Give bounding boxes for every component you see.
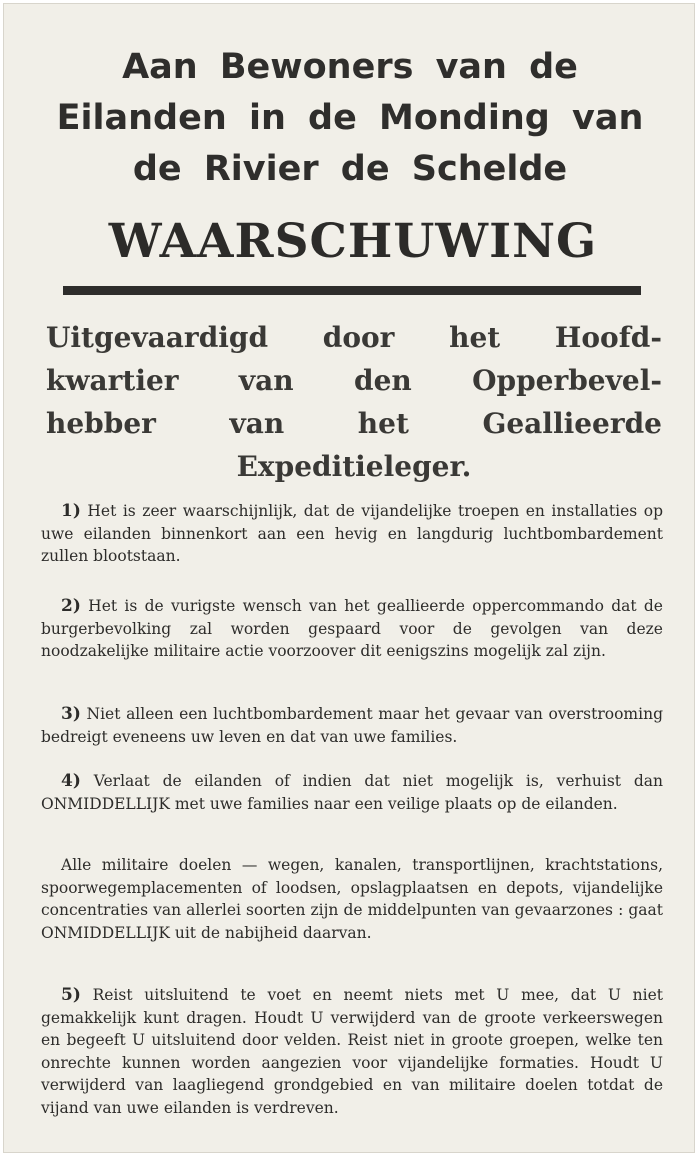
issuer-word: van [238,364,294,397]
paragraph-number: 4) [61,771,81,791]
paragraph-number: 3) [61,704,81,724]
issuer-line-2 [46,359,662,402]
issuer-word: kwartier [46,364,179,397]
issuer-word: Expeditieleger. [236,450,472,483]
paragraph-military-targets [41,854,663,944]
paragraph-text: Verlaat de eilanden of indien dat niet mogelijk is, verhuist dan ONMIDDELLIJK met uwe families naar een veilige plaats op de eilanden. [41,772,663,813]
paragraph-text: Alle militaire doelen — wegen, kanalen, transportlijnen, krachtstations, spoorwegemplacementen of loodsen, opslagplaatsen en depots, vijandelijke concentraties van allerlei soorten zijn de middelpunten van gevaarzones : gaat ONMIDDELLIJK uit de nabijheid daarvan. [41,856,663,942]
issuer-word: Uitgevaardigd [46,321,269,354]
issuer-line-3 [46,402,662,445]
issuer-word: den [354,364,412,397]
paragraph-text: Het is de vurigste wensch van het geallieerde oppercommando dat de burgerbevolking zal worden gespaard voor de gevolgen van deze noodzakelijke militaire actie voorzoover dit eenigszins mogelijk zal zijn. [41,597,663,660]
heading-line-2: Eilanden in de Monding van [56,98,644,138]
paragraph-number: 5) [61,985,81,1005]
issuer-line-4 [46,445,662,488]
paragraph-1 [41,500,663,568]
paragraph-5 [41,984,663,1119]
paragraph-text: Het is zeer waarschijnlijk, dat de vijandelijke troepen en installaties op uwe eilanden binnenkort aan een hevig en langdurig luchtbombardement zullen blootstaan. [41,502,663,565]
paragraph-number: 1) [61,501,81,521]
divider-rule [63,286,641,295]
paragraph-number: 2) [61,596,81,616]
address-heading [0,42,700,195]
issuer-line-1 [46,316,662,359]
issuer-word: hebber [46,407,156,440]
paragraph-4 [41,770,663,815]
heading-line-3: de Rivier de Schelde [132,149,568,189]
issuer-word: het [449,321,501,354]
paragraph-text: Reist uitsluitend te voet en neemt niets met U mee, dat U niet gemakkelijk kunt dragen. Houdt U verwijderd van de groote verkeerswegen en begeeft U uitsluitend door velden. Reist niet in groote groepen, welke ten onrechte kunnen worden aangezien voor vijandelijke formaties. Houdt U verwijderd van laagliegend grondgebied en van militaire doelen totdat de vijand van uwe eilanden is verdreven. [41,986,663,1117]
paragraph-text: Niet alleen een luchtbombardement maar het gevaar van overstrooming bedreigt eveneens uw leven en dat van uwe families. [41,705,663,746]
issuer-word: Opperbevel- [472,364,662,397]
issuer-word: door [322,321,395,354]
issuer-word: van [229,407,285,440]
issuer-block [46,316,662,488]
issuer-word: Hoofd- [554,321,662,354]
paragraph-2 [41,595,663,663]
issuer-word: Geallieerde [482,407,662,440]
issuer-word: het [357,407,409,440]
heading-line-1: Aan Bewoners van de [122,47,578,87]
paragraph-3 [41,703,663,748]
warning-title: WAARSCHUWING [108,214,598,269]
